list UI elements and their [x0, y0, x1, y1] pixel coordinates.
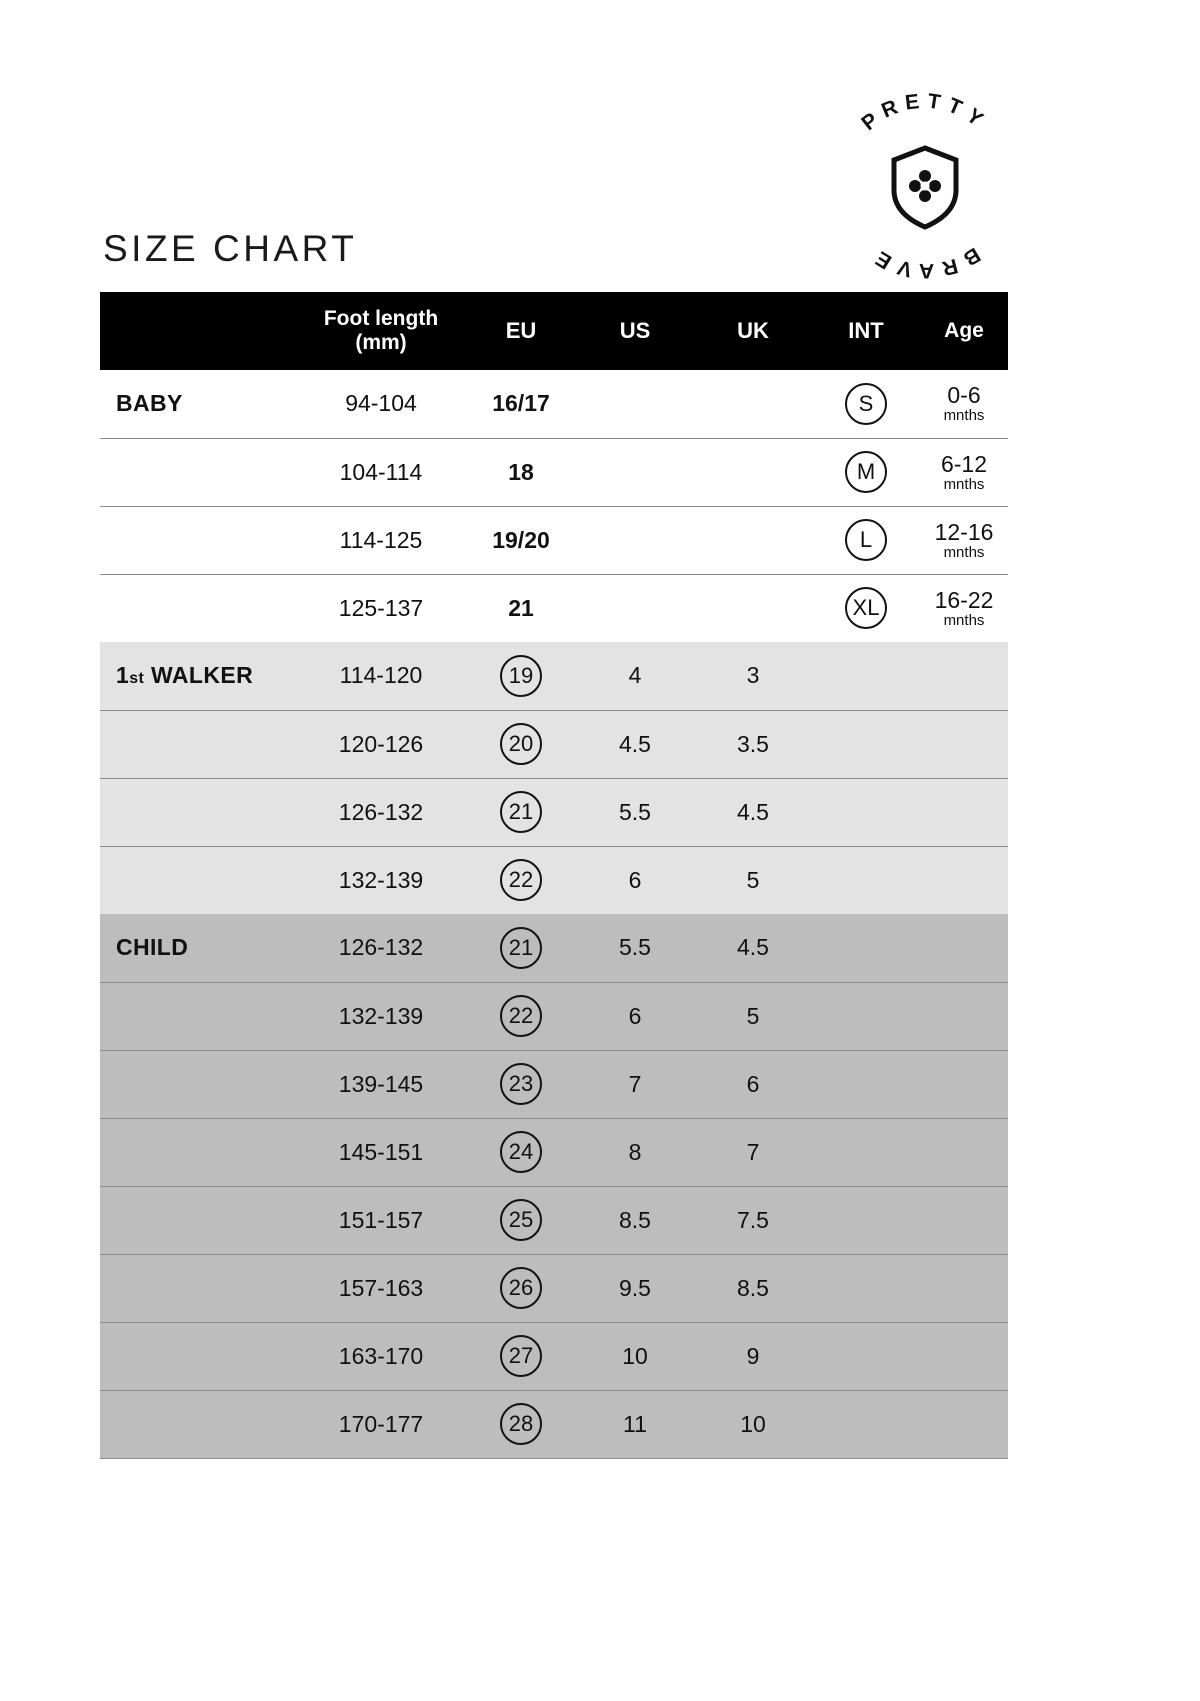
cell-us: 6 [576, 982, 694, 1050]
cell-foot-length: 94-104 [296, 370, 466, 438]
cell-foot-length: 104-114 [296, 438, 466, 506]
table-row [100, 710, 1008, 778]
cell-group [100, 574, 296, 642]
cell-us: 10 [576, 1322, 694, 1390]
table-row [100, 1254, 1008, 1322]
table-row [100, 914, 1008, 982]
cell-int [812, 1186, 920, 1254]
table-row [100, 1390, 1008, 1458]
svg-text:PRETTY: PRETTY [857, 89, 993, 136]
age-range: 6-12 [940, 450, 988, 477]
cell-age [920, 574, 1008, 642]
eu-size-badge: 25 [500, 1199, 542, 1241]
cell-eu [466, 982, 576, 1050]
column-header-int: INT [848, 318, 884, 343]
cell-eu [466, 1322, 576, 1390]
table-row [100, 1186, 1008, 1254]
cell-us [576, 438, 694, 506]
cell-eu: 18 [466, 438, 576, 506]
cell-uk: 10 [694, 1390, 812, 1458]
cell-us: 7 [576, 1050, 694, 1118]
table-header-row [100, 292, 1008, 370]
table-header [100, 292, 1008, 370]
cell-age [920, 438, 1008, 506]
cell-age [920, 1186, 1008, 1254]
cell-age [920, 642, 1008, 710]
age-unit: mnths [943, 543, 985, 561]
cell-uk [694, 438, 812, 506]
pretty-brave-circular-logo-icon [825, 86, 1025, 286]
cell-age [920, 778, 1008, 846]
cell-us [576, 370, 694, 438]
cell-foot-length: 114-125 [296, 506, 466, 574]
age-range: 0-6 [947, 382, 981, 409]
cell-eu [466, 1050, 576, 1118]
page-title: SIZE CHART [103, 228, 358, 269]
cell-age [920, 710, 1008, 778]
cell-us: 8.5 [576, 1186, 694, 1254]
cell-uk [694, 574, 812, 642]
cell-us: 4.5 [576, 710, 694, 778]
cell-eu [466, 914, 576, 982]
cell-int [812, 914, 920, 982]
column-header-us: US [619, 318, 651, 343]
eu-size-badge: 23 [500, 1063, 542, 1105]
cell-group [100, 1186, 296, 1254]
cell-age [920, 506, 1008, 574]
cell-group [100, 710, 296, 778]
cell-foot-length: 126-132 [296, 914, 466, 982]
cell-foot-length: 126-132 [296, 778, 466, 846]
cell-age [920, 1050, 1008, 1118]
size-chart-table-wrap [100, 292, 1008, 1459]
cell-eu [466, 1118, 576, 1186]
table-row [100, 506, 1008, 574]
brand-logo [825, 86, 1025, 286]
table-row [100, 1050, 1008, 1118]
column-header-foot-length [296, 292, 466, 370]
cell-group [100, 1254, 296, 1322]
cell-uk: 4.5 [694, 914, 812, 982]
eu-size-badge: 22 [500, 995, 542, 1037]
int-size-badge: M [845, 451, 887, 493]
cell-uk [694, 506, 812, 574]
int-size-badge: XL [845, 587, 887, 629]
cell-us: 8 [576, 1118, 694, 1186]
column-header-foot-length-line1: Foot length [323, 306, 439, 330]
cell-age [920, 1390, 1008, 1458]
cell-int [812, 846, 920, 914]
column-header-age: Age [944, 319, 984, 342]
cell-foot-length: 157-163 [296, 1254, 466, 1322]
cell-eu [466, 710, 576, 778]
svg-text:BRAVE: BRAVE [865, 242, 985, 283]
cell-uk: 5 [694, 982, 812, 1050]
table-row [100, 1118, 1008, 1186]
cell-int [812, 710, 920, 778]
cell-uk: 7.5 [694, 1186, 812, 1254]
cell-int [812, 506, 920, 574]
column-header-eu: EU [505, 318, 537, 343]
cell-eu [466, 1186, 576, 1254]
table-row [100, 778, 1008, 846]
cell-uk: 3 [694, 642, 812, 710]
cell-foot-length: 132-139 [296, 846, 466, 914]
age-range: 12-16 [934, 518, 994, 545]
cell-eu [466, 778, 576, 846]
column-header-uk: UK [737, 318, 769, 343]
cell-us: 11 [576, 1390, 694, 1458]
age-unit: mnths [943, 407, 985, 425]
table-row [100, 642, 1008, 710]
age-unit: mnths [943, 475, 985, 493]
cell-us: 5.5 [576, 778, 694, 846]
cell-int [812, 370, 920, 438]
cell-age [920, 982, 1008, 1050]
int-size-badge: S [845, 383, 887, 425]
cell-eu [466, 1254, 576, 1322]
cell-int [812, 1254, 920, 1322]
cell-foot-length: 163-170 [296, 1322, 466, 1390]
cell-foot-length: 170-177 [296, 1390, 466, 1458]
table-row [100, 1322, 1008, 1390]
cell-eu [466, 1390, 576, 1458]
cell-uk: 8.5 [694, 1254, 812, 1322]
cell-int [812, 1390, 920, 1458]
cell-int [812, 1322, 920, 1390]
cell-eu [466, 846, 576, 914]
cell-int [812, 1050, 920, 1118]
cell-us: 5.5 [576, 914, 694, 982]
eu-size-badge: 19 [500, 655, 542, 697]
eu-size-badge: 20 [500, 723, 542, 765]
cell-foot-length: 114-120 [296, 642, 466, 710]
cell-group [100, 438, 296, 506]
cell-group [100, 1118, 296, 1186]
cell-eu [466, 642, 576, 710]
cell-foot-length: 139-145 [296, 1050, 466, 1118]
eu-size-badge: 27 [500, 1335, 542, 1377]
eu-size-badge: 21 [500, 791, 542, 833]
cell-group: BABY [100, 370, 296, 438]
table-row [100, 438, 1008, 506]
cell-group [100, 506, 296, 574]
cell-age [920, 846, 1008, 914]
cell-group [100, 778, 296, 846]
cell-uk: 4.5 [694, 778, 812, 846]
cell-group [100, 1050, 296, 1118]
cell-group: CHILD [100, 914, 296, 982]
cell-group [100, 1390, 296, 1458]
cell-uk: 5 [694, 846, 812, 914]
cell-us: 4 [576, 642, 694, 710]
cell-us [576, 506, 694, 574]
cell-foot-length: 120-126 [296, 710, 466, 778]
cell-age [920, 1322, 1008, 1390]
cell-group [100, 846, 296, 914]
cell-group [100, 982, 296, 1050]
cell-int [812, 778, 920, 846]
cell-us: 9.5 [576, 1254, 694, 1322]
table-row [100, 370, 1008, 438]
cell-uk [694, 370, 812, 438]
cell-foot-length: 151-157 [296, 1186, 466, 1254]
cell-int [812, 982, 920, 1050]
column-header-group [100, 292, 296, 370]
cell-eu: 21 [466, 574, 576, 642]
cell-age [920, 1254, 1008, 1322]
cell-uk: 6 [694, 1050, 812, 1118]
eu-size-badge: 21 [500, 927, 542, 969]
shield-icon [894, 148, 956, 227]
eu-size-badge: 22 [500, 859, 542, 901]
table-row [100, 982, 1008, 1050]
cell-age [920, 1118, 1008, 1186]
eu-size-badge: 26 [500, 1267, 542, 1309]
cell-us [576, 574, 694, 642]
cell-uk: 3.5 [694, 710, 812, 778]
age-unit: mnths [943, 611, 985, 629]
size-chart-table [100, 292, 1008, 1459]
cell-uk: 7 [694, 1118, 812, 1186]
cell-foot-length: 132-139 [296, 982, 466, 1050]
cell-int [812, 1118, 920, 1186]
table-row [100, 574, 1008, 642]
flower-icon [909, 170, 941, 202]
cell-group [100, 1322, 296, 1390]
age-range: 16-22 [934, 586, 994, 613]
column-header-foot-length-line2: (mm) [355, 331, 407, 354]
cell-uk: 9 [694, 1322, 812, 1390]
cell-foot-length: 125-137 [296, 574, 466, 642]
int-size-badge: L [845, 519, 887, 561]
cell-age [920, 914, 1008, 982]
table-row [100, 846, 1008, 914]
cell-foot-length: 145-151 [296, 1118, 466, 1186]
eu-size-badge: 24 [500, 1131, 542, 1173]
cell-eu: 16/17 [466, 370, 576, 438]
cell-int [812, 642, 920, 710]
cell-group: 1st WALKER [100, 642, 296, 710]
cell-int [812, 438, 920, 506]
cell-int [812, 574, 920, 642]
cell-age [920, 370, 1008, 438]
table-body [100, 370, 1008, 1458]
cell-eu: 19/20 [466, 506, 576, 574]
eu-size-badge: 28 [500, 1403, 542, 1445]
cell-us: 6 [576, 846, 694, 914]
